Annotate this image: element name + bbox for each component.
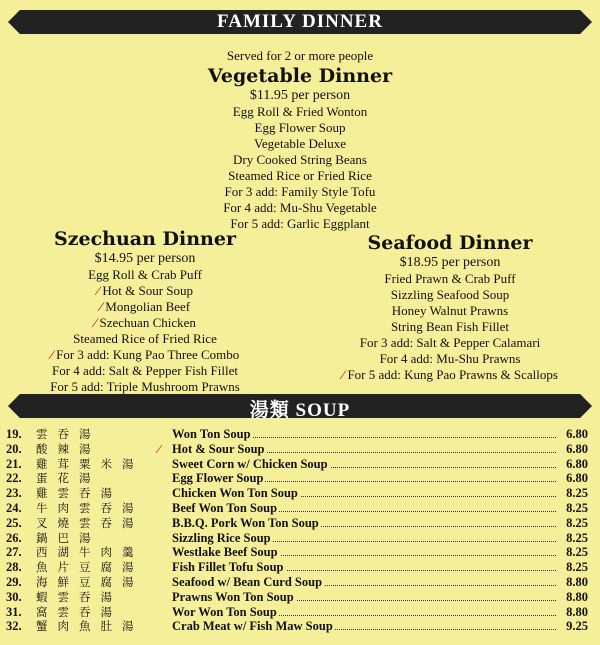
soup-row <box>6 486 596 501</box>
soup-price: 6.80 <box>566 441 588 456</box>
soup-name: Prawns Won Ton Soup <box>172 589 294 604</box>
soup-row <box>6 471 596 486</box>
item-label: For 4 add: Mu-Shu Prawns <box>379 351 521 366</box>
soup-price: 9.25 <box>566 619 588 634</box>
soup-number: 29. <box>6 574 22 589</box>
soup-number: 19. <box>6 427 22 441</box>
soup-chinese-name: 酸辣湯 <box>36 441 101 456</box>
soup-price: 8.80 <box>566 604 588 619</box>
seafood-dinner-title: Seafood Dinner <box>367 232 533 254</box>
vegetable-item <box>150 104 450 120</box>
soup-row <box>6 575 596 590</box>
soup-name: Hot & Sour Soup <box>172 441 265 456</box>
soup-number: 27. <box>6 545 22 560</box>
soup-price: 8.80 <box>566 589 588 604</box>
item-label: Steamed Rice or Fried Rice <box>228 168 372 183</box>
soup-number: 24. <box>6 500 22 515</box>
item-label: For 4 add: Mu-Shu Vegetable <box>223 200 377 215</box>
soup-price: 8.25 <box>566 545 588 560</box>
item-label: For 4 add: Salt & Pepper Fish Fillet <box>52 363 238 378</box>
soup-price: 8.25 <box>566 530 588 545</box>
soup-number: 32. <box>6 619 22 634</box>
soup-number: 22. <box>6 471 22 486</box>
soup-chinese-name: 鍋巴湯 <box>36 530 101 545</box>
soup-price: 8.80 <box>566 574 588 589</box>
soup-chinese-name: 牛肉雲吞湯 <box>36 500 144 515</box>
soup-row <box>6 531 596 546</box>
szechuan-item <box>0 331 290 347</box>
soup-number: 28. <box>6 560 22 575</box>
chili-pepper-icon: ∕ <box>50 347 57 362</box>
soup-row <box>6 619 596 634</box>
item-label: For 3 add: Salt & Pepper Calamari <box>359 335 541 350</box>
chili-pepper-icon: ∕ <box>99 299 106 314</box>
soup-row <box>6 605 596 620</box>
soup-number: 26. <box>6 530 22 545</box>
szechuan-item <box>0 315 290 331</box>
soup-chinese-name: 蝦雲吞湯 <box>36 589 122 604</box>
item-label: Hot & Sour Soup <box>102 283 194 298</box>
soup-number: 31. <box>6 604 22 619</box>
soup-number: 23. <box>6 486 22 501</box>
szechuan-item <box>0 283 290 299</box>
item-label: Sizzling Seafood Soup <box>390 287 510 302</box>
szechuan-item <box>0 347 290 363</box>
soup-chinese-name: 窩雲吞湯 <box>36 604 122 619</box>
vegetable-item <box>150 120 450 136</box>
soup-name: Beef Won Ton Soup <box>172 500 278 515</box>
seafood-item <box>300 367 600 383</box>
soup-row <box>6 560 596 575</box>
item-label: For 5 add: Triple Mushroom Prawns <box>50 379 240 394</box>
vegetable-item <box>150 184 450 200</box>
soup-price: 8.25 <box>566 560 588 575</box>
szechuan-dinner-section <box>0 228 290 395</box>
chili-pepper-icon: ∕ <box>158 441 161 456</box>
family-dinner-title: FAMILY DINNER <box>217 11 383 32</box>
soup-name: Fish Fillet Tofu Soup <box>172 560 284 575</box>
soup-price: 8.25 <box>566 515 588 530</box>
soup-price: 8.25 <box>566 486 588 501</box>
chili-pepper-icon: ∕ <box>94 315 100 330</box>
item-label: Dry Cooked String Beans <box>233 152 367 167</box>
item-label: Egg Roll & Crab Puff <box>88 267 202 282</box>
soup-chinese-name: 魚片豆腐湯 <box>36 560 144 575</box>
soup-price: 6.80 <box>566 471 588 486</box>
szechuan-dinner-title: Szechuan Dinner <box>54 228 236 250</box>
soup-banner <box>0 390 600 421</box>
seafood-item <box>300 335 600 351</box>
soup-chinese-name: 雞雲吞湯 <box>36 486 122 501</box>
seafood-item <box>300 271 600 287</box>
soup-name: Wor Won Ton Soup <box>172 604 277 619</box>
vegetable-item <box>150 152 450 168</box>
item-label: Vegetable Deluxe <box>253 136 347 151</box>
item-label: For 5 add: Garlic Eggplant <box>230 216 370 231</box>
soup-chinese-name: 西湖牛肉羹 <box>36 545 144 560</box>
soup-chinese-name: 蛋花湯 <box>36 471 101 486</box>
vegetable-dinner-price: $11.95 per person <box>249 88 351 103</box>
szechuan-item <box>0 267 290 283</box>
item-label: Egg Flower Soup <box>254 120 346 135</box>
soup-name: Chicken Won Ton Soup <box>172 486 298 501</box>
soup-name: Crab Meat w/ Fish Maw Soup <box>172 619 333 634</box>
item-label: Honey Walnut Prawns <box>391 303 509 318</box>
soup-row <box>6 427 596 442</box>
item-label: For 5 add: Kung Pao Prawns & Scallops <box>347 367 558 382</box>
soup-number: 20. <box>6 441 22 456</box>
soup-name: B.B.Q. Pork Won Ton Soup <box>172 515 319 530</box>
soup-number: 21. <box>6 456 22 471</box>
soup-row <box>6 590 596 605</box>
soup-chinese-name: 雞茸粟米湯 <box>36 456 144 471</box>
soup-number: 25. <box>6 515 22 530</box>
seafood-item <box>300 319 600 335</box>
soup-row <box>6 516 596 531</box>
seafood-dinner-price: $18.95 per person <box>399 255 501 270</box>
soup-price: 8.25 <box>566 500 588 515</box>
szechuan-dinner-price: $14.95 per person <box>94 251 196 266</box>
soup-name: Sizzling Rice Soup <box>172 530 271 545</box>
szechuan-item <box>0 363 290 379</box>
soup-chinese-name: 海鮮豆腐湯 <box>36 574 144 589</box>
item-label: Fried Prawn & Crab Puff <box>384 271 516 286</box>
item-label: Szechuan Chicken <box>99 315 196 330</box>
vegetable-dinner-section <box>150 65 450 232</box>
item-label: For 3 add: Kung Pao Three Combo <box>56 347 240 362</box>
seafood-item <box>300 351 600 367</box>
vegetable-item <box>150 200 450 216</box>
soup-chinese-name: 叉燒雲吞湯 <box>36 515 144 530</box>
item-label: Mongolian Beef <box>105 299 191 314</box>
soup-row <box>6 442 596 457</box>
soup-name: Westlake Beef Soup <box>172 545 278 560</box>
soup-name: Sweet Corn w/ Chicken Soup <box>172 456 328 471</box>
soup-row <box>6 457 596 472</box>
soup-list <box>6 427 596 634</box>
soup-chinese-name: 蟹肉魚肚湯 <box>36 619 144 634</box>
soup-number: 30. <box>6 589 22 604</box>
soup-row <box>6 545 596 560</box>
chili-pepper-icon: ∕ <box>96 283 103 298</box>
seafood-dinner-section <box>300 232 600 383</box>
szechuan-item <box>0 299 290 315</box>
family-dinner-banner <box>0 6 600 34</box>
seafood-item <box>300 303 600 319</box>
chili-pepper-icon: ∕ <box>342 367 348 382</box>
vegetable-item <box>150 168 450 184</box>
soup-banner-title: 湯類 SOUP <box>249 400 351 421</box>
soup-price: 6.80 <box>566 456 588 471</box>
item-label: For 3 add: Family Style Tofu <box>224 184 376 199</box>
soup-row <box>6 501 596 516</box>
item-label: Steamed Rice of Fried Rice <box>73 331 217 346</box>
seafood-item <box>300 287 600 303</box>
soup-name: Won Ton Soup <box>172 427 251 441</box>
soup-chinese-name: 雲吞湯 <box>36 427 101 441</box>
item-label: String Bean Fish Fillet <box>390 319 510 334</box>
vegetable-item <box>150 136 450 152</box>
vegetable-dinner-title: Vegetable Dinner <box>207 65 393 87</box>
item-label: Egg Roll & Fried Wonton <box>232 104 368 119</box>
soup-name: Egg Flower Soup <box>172 471 264 486</box>
served-note: Served for 2 or more people <box>226 48 374 63</box>
soup-price: 6.80 <box>566 427 588 441</box>
soup-name: Seafood w/ Bean Curd Soup <box>172 574 323 589</box>
